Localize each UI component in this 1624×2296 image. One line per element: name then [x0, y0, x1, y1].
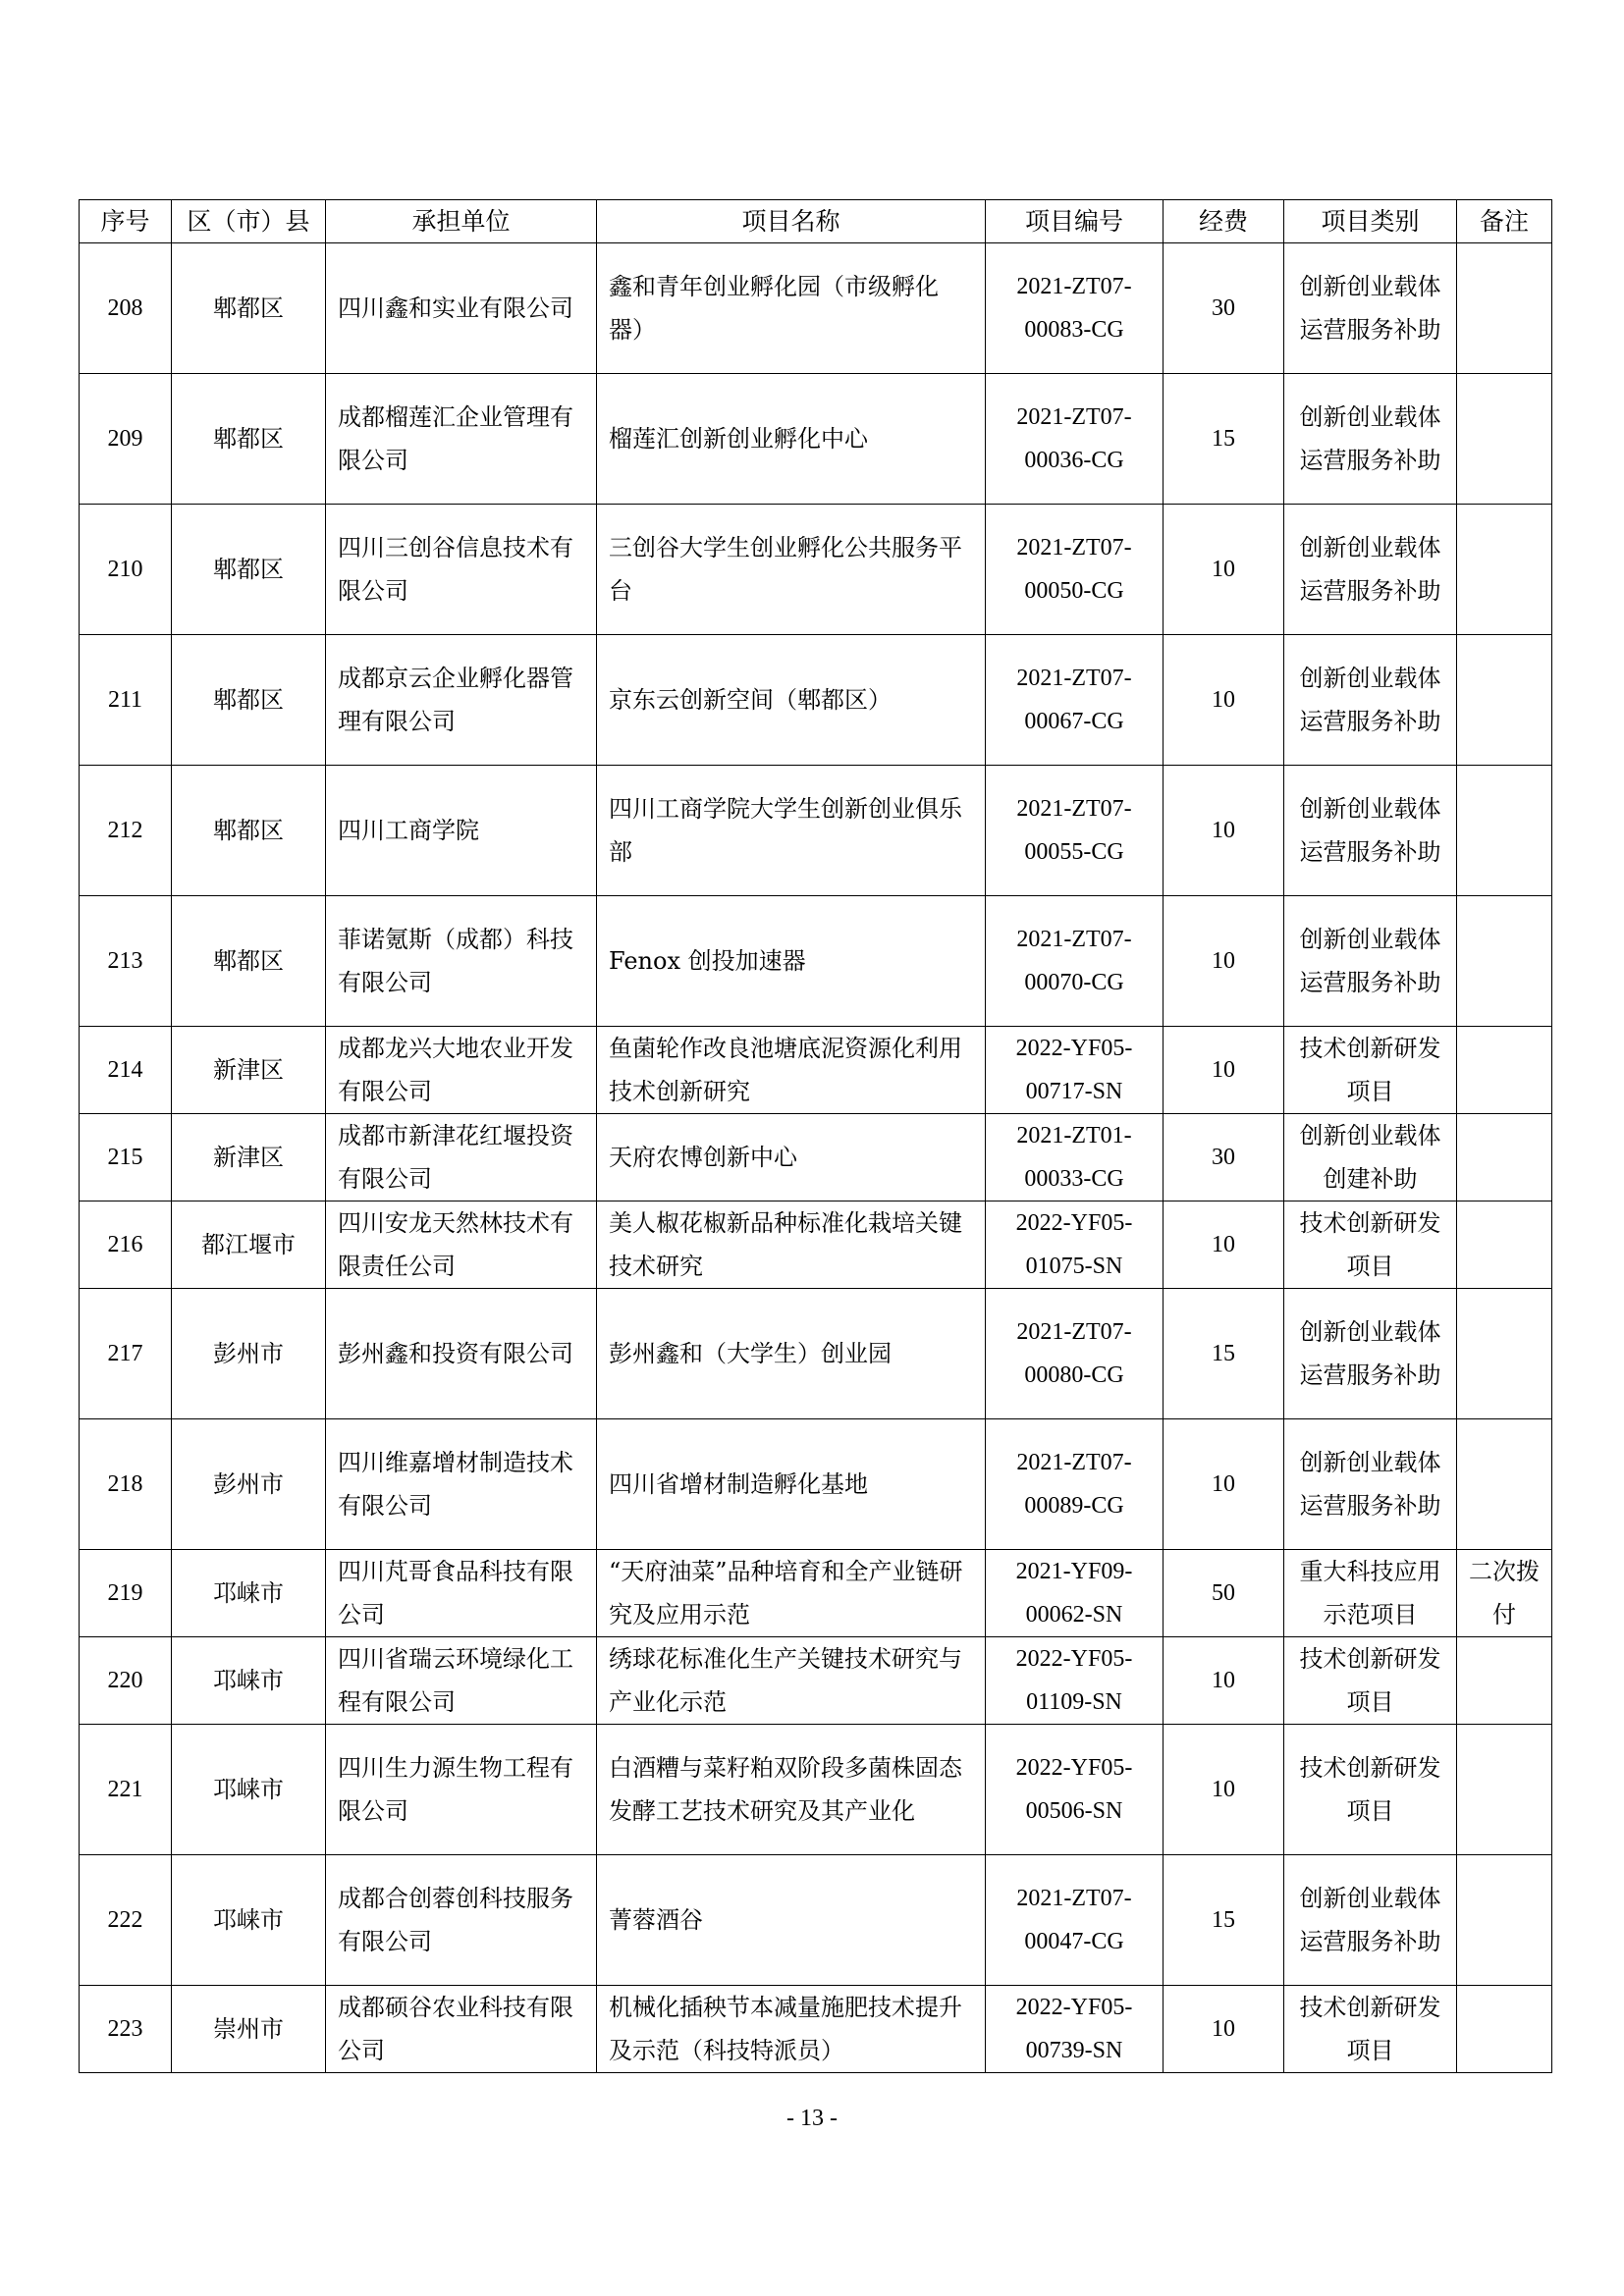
cell-note: [1457, 374, 1552, 505]
cell-district: 新津区: [172, 1114, 326, 1201]
cell-unit: 成都榴莲汇企业管理有限公司: [326, 374, 597, 505]
cell-project-name: 绣球花标准化生产关键技术研究与产业化示范: [597, 1637, 986, 1725]
table-row: [80, 374, 1552, 505]
cell-funding: 10: [1164, 1725, 1284, 1855]
cell-district: 彭州市: [172, 1289, 326, 1419]
cell-category: 重大科技应用示范项目: [1284, 1550, 1457, 1637]
cell-category: 技术创新研发项目: [1284, 1637, 1457, 1725]
table-row: [80, 896, 1552, 1027]
project-table: [79, 199, 1552, 2073]
cell-project-name: 鱼菌轮作改良池塘底泥资源化利用技术创新研究: [597, 1027, 986, 1114]
header-no: 序号: [80, 200, 172, 243]
cell-no: 212: [80, 766, 172, 896]
header-note: 备注: [1457, 200, 1552, 243]
cell-category: 创新创业载体运营服务补助: [1284, 1855, 1457, 1986]
cell-district: 郫都区: [172, 766, 326, 896]
cell-funding: 10: [1164, 1637, 1284, 1725]
cell-unit: 成都市新津花红堰投资有限公司: [326, 1114, 597, 1201]
cell-no: 222: [80, 1855, 172, 1986]
cell-district: 邛崃市: [172, 1725, 326, 1855]
cell-project-code: 2021-ZT07-00050-CG: [986, 505, 1164, 635]
cell-district: 邛崃市: [172, 1637, 326, 1725]
cell-project-name: 榴莲汇创新创业孵化中心: [597, 374, 986, 505]
table-row: [80, 1725, 1552, 1855]
cell-category: 创新创业载体运营服务补助: [1284, 243, 1457, 374]
table-row: [80, 1027, 1552, 1114]
table-header-row: [80, 200, 1552, 243]
cell-project-name: 四川省增材制造孵化基地: [597, 1419, 986, 1550]
cell-project-name: 鑫和青年创业孵化园（市级孵化器）: [597, 243, 986, 374]
cell-funding: 30: [1164, 1114, 1284, 1201]
cell-no: 211: [80, 635, 172, 766]
cell-funding: 10: [1164, 896, 1284, 1027]
cell-no: 208: [80, 243, 172, 374]
cell-category: 创新创业载体运营服务补助: [1284, 896, 1457, 1027]
table-row: [80, 1114, 1552, 1201]
cell-note: [1457, 766, 1552, 896]
cell-note: [1457, 505, 1552, 635]
cell-funding: 30: [1164, 243, 1284, 374]
table-row: [80, 1637, 1552, 1725]
cell-unit: 四川鑫和实业有限公司: [326, 243, 597, 374]
cell-unit: 成都硕谷农业科技有限公司: [326, 1986, 597, 2073]
table-body: [80, 243, 1552, 2073]
cell-unit: 四川三创谷信息技术有限公司: [326, 505, 597, 635]
cell-category: 技术创新研发项目: [1284, 1986, 1457, 2073]
header-district: 区（市）县: [172, 200, 326, 243]
table-row: [80, 1855, 1552, 1986]
cell-project-name: Fenox 创投加速器: [597, 896, 986, 1027]
cell-project-code: 2021-ZT07-00055-CG: [986, 766, 1164, 896]
header-category: 项目类别: [1284, 200, 1457, 243]
cell-unit: 四川生力源生物工程有限公司: [326, 1725, 597, 1855]
cell-category: 创新创业载体创建补助: [1284, 1114, 1457, 1201]
cell-project-code: 2021-ZT07-00067-CG: [986, 635, 1164, 766]
table-row: [80, 1201, 1552, 1289]
cell-no: 209: [80, 374, 172, 505]
cell-note: [1457, 1986, 1552, 2073]
cell-note: [1457, 896, 1552, 1027]
cell-no: 218: [80, 1419, 172, 1550]
table-row: [80, 505, 1552, 635]
header-project-name: 项目名称: [597, 200, 986, 243]
cell-category: 创新创业载体运营服务补助: [1284, 505, 1457, 635]
cell-project-name: “天府油菜”品种培育和全产业链研究及应用示范: [597, 1550, 986, 1637]
header-unit: 承担单位: [326, 200, 597, 243]
cell-note: [1457, 1027, 1552, 1114]
cell-note: [1457, 1725, 1552, 1855]
cell-note: [1457, 1201, 1552, 1289]
cell-note: [1457, 635, 1552, 766]
cell-funding: 50: [1164, 1550, 1284, 1637]
cell-project-name: 天府农博创新中心: [597, 1114, 986, 1201]
cell-district: 郫都区: [172, 505, 326, 635]
cell-note: [1457, 1289, 1552, 1419]
cell-category: 创新创业载体运营服务补助: [1284, 766, 1457, 896]
cell-project-name: 三创谷大学生创业孵化公共服务平台: [597, 505, 986, 635]
cell-project-code: 2022-YF05-00717-SN: [986, 1027, 1164, 1114]
cell-no: 210: [80, 505, 172, 635]
cell-category: 技术创新研发项目: [1284, 1201, 1457, 1289]
cell-unit: 四川维嘉增材制造技术有限公司: [326, 1419, 597, 1550]
page-number: - 13 -: [786, 2106, 838, 2131]
table-row: [80, 1419, 1552, 1550]
cell-district: 邛崃市: [172, 1550, 326, 1637]
cell-category: 创新创业载体运营服务补助: [1284, 374, 1457, 505]
cell-project-code: 2021-ZT01-00033-CG: [986, 1114, 1164, 1201]
cell-project-name: 彭州鑫和（大学生）创业园: [597, 1289, 986, 1419]
cell-funding: 10: [1164, 1201, 1284, 1289]
cell-category: 创新创业载体运营服务补助: [1284, 1289, 1457, 1419]
cell-unit: 成都合创蓉创科技服务有限公司: [326, 1855, 597, 1986]
cell-note: 二次拨付: [1457, 1550, 1552, 1637]
cell-no: 213: [80, 896, 172, 1027]
cell-category: 技术创新研发项目: [1284, 1027, 1457, 1114]
cell-funding: 10: [1164, 1986, 1284, 2073]
cell-district: 郫都区: [172, 896, 326, 1027]
cell-category: 创新创业载体运营服务补助: [1284, 635, 1457, 766]
cell-project-code: 2021-ZT07-00080-CG: [986, 1289, 1164, 1419]
cell-project-name: 四川工商学院大学生创新创业俱乐部: [597, 766, 986, 896]
cell-no: 219: [80, 1550, 172, 1637]
cell-note: [1457, 243, 1552, 374]
table-row: [80, 1289, 1552, 1419]
cell-note: [1457, 1855, 1552, 1986]
cell-project-code: 2021-ZT07-00083-CG: [986, 243, 1164, 374]
cell-project-name: 美人椒花椒新品种标准化栽培关键技术研究: [597, 1201, 986, 1289]
table-row: [80, 1550, 1552, 1637]
table-row: [80, 766, 1552, 896]
table-row: [80, 243, 1552, 374]
cell-project-name: 菁蓉酒谷: [597, 1855, 986, 1986]
cell-project-name: 京东云创新空间（郫都区）: [597, 635, 986, 766]
cell-district: 新津区: [172, 1027, 326, 1114]
cell-unit: 四川芃哥食品科技有限公司: [326, 1550, 597, 1637]
cell-note: [1457, 1114, 1552, 1201]
cell-district: 郫都区: [172, 243, 326, 374]
cell-funding: 10: [1164, 505, 1284, 635]
cell-funding: 10: [1164, 766, 1284, 896]
cell-district: 郫都区: [172, 374, 326, 505]
cell-unit: 四川省瑞云环境绿化工程有限公司: [326, 1637, 597, 1725]
cell-project-code: 2022-YF05-00739-SN: [986, 1986, 1164, 2073]
cell-category: 创新创业载体运营服务补助: [1284, 1419, 1457, 1550]
header-funding: 经费: [1164, 200, 1284, 243]
cell-no: 223: [80, 1986, 172, 2073]
cell-project-code: 2021-ZT07-00036-CG: [986, 374, 1164, 505]
cell-no: 217: [80, 1289, 172, 1419]
cell-funding: 15: [1164, 1289, 1284, 1419]
cell-category: 技术创新研发项目: [1284, 1725, 1457, 1855]
cell-project-code: 2022-YF05-01109-SN: [986, 1637, 1164, 1725]
cell-unit: 菲诺氪斯（成都）科技有限公司: [326, 896, 597, 1027]
header-project-code: 项目编号: [986, 200, 1164, 243]
cell-no: 220: [80, 1637, 172, 1725]
cell-no: 216: [80, 1201, 172, 1289]
cell-unit: 四川工商学院: [326, 766, 597, 896]
cell-district: 彭州市: [172, 1419, 326, 1550]
cell-project-name: 机械化插秧节本减量施肥技术提升及示范（科技特派员）: [597, 1986, 986, 2073]
cell-district: 崇州市: [172, 1986, 326, 2073]
cell-project-code: 2021-ZT07-00089-CG: [986, 1419, 1164, 1550]
cell-funding: 10: [1164, 1027, 1284, 1114]
cell-no: 221: [80, 1725, 172, 1855]
cell-no: 214: [80, 1027, 172, 1114]
cell-unit: 四川安龙天然林技术有限责任公司: [326, 1201, 597, 1289]
cell-project-code: 2022-YF05-01075-SN: [986, 1201, 1164, 1289]
cell-unit: 成都京云企业孵化器管理有限公司: [326, 635, 597, 766]
cell-unit: 彭州鑫和投资有限公司: [326, 1289, 597, 1419]
cell-funding: 15: [1164, 374, 1284, 505]
cell-district: 郫都区: [172, 635, 326, 766]
cell-project-code: 2022-YF05-00506-SN: [986, 1725, 1164, 1855]
table-row: [80, 1986, 1552, 2073]
cell-no: 215: [80, 1114, 172, 1201]
cell-district: 都江堰市: [172, 1201, 326, 1289]
cell-district: 邛崃市: [172, 1855, 326, 1986]
cell-project-code: 2021-ZT07-00047-CG: [986, 1855, 1164, 1986]
cell-project-name: 白酒糟与菜籽粕双阶段多菌株固态发酵工艺技术研究及其产业化: [597, 1725, 986, 1855]
cell-unit: 成都龙兴大地农业开发有限公司: [326, 1027, 597, 1114]
cell-note: [1457, 1637, 1552, 1725]
cell-funding: 10: [1164, 1419, 1284, 1550]
table-row: [80, 635, 1552, 766]
cell-note: [1457, 1419, 1552, 1550]
cell-project-code: 2021-ZT07-00070-CG: [986, 896, 1164, 1027]
cell-funding: 15: [1164, 1855, 1284, 1986]
cell-funding: 10: [1164, 635, 1284, 766]
cell-project-code: 2021-YF09-00062-SN: [986, 1550, 1164, 1637]
